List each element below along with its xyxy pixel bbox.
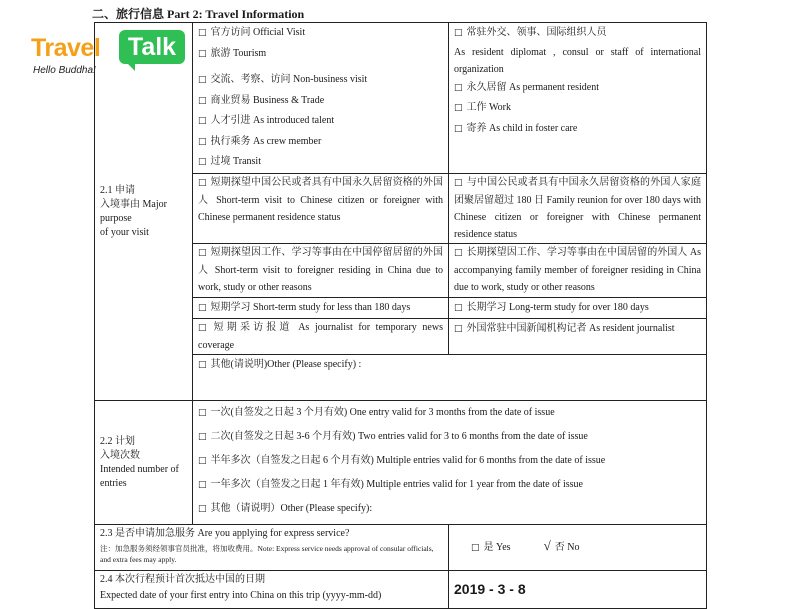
checkbox[interactable]: □ bbox=[198, 157, 207, 167]
purpose-short-visit-chinese-cell[interactable]: □ 短期探望中国公民或者具有中国永久居留资格的外国人 Short-term visit to Chinese citizen or foreigner with Chinese permanent residence status bbox=[193, 173, 449, 243]
purpose-option-foster[interactable]: □ 寄养 As child in foster care bbox=[454, 122, 578, 134]
purpose-option-diplomat-en: As resident diplomat , consul or staff of international organization bbox=[454, 46, 701, 75]
checkmark[interactable]: √ bbox=[543, 538, 551, 554]
entry-date-question-zh: 2.4 本次行程预计首次抵达中国的日期 bbox=[100, 574, 265, 585]
entries-option-other[interactable]: □ 其他（请说明）Other (Please specify): bbox=[198, 503, 373, 514]
checkbox[interactable]: □ bbox=[198, 247, 207, 258]
express-note: 注：加急服务须经领事官员批准，将加收费用。Note: Express service needs approval of consular officials, and extra fees may apply. bbox=[100, 544, 434, 564]
purpose-option-talent[interactable]: □ 人才引进 As introduced talent bbox=[198, 115, 335, 126]
checkbox[interactable]: □ bbox=[454, 302, 463, 313]
express-no-option[interactable]: √ 否 No bbox=[543, 538, 580, 554]
checkbox[interactable]: □ bbox=[198, 116, 207, 126]
purpose-label-zh: 入境事由 Major bbox=[100, 198, 167, 210]
purpose-option-crew[interactable]: □ 执行乘务 As crew member bbox=[198, 135, 322, 147]
entries-label-zh: 入境次数 bbox=[100, 449, 140, 461]
purpose-resident-journalist-cell[interactable]: □ 外国常驻中国新闻机构记者 As resident journalist bbox=[449, 319, 707, 355]
entry-date-question-en: Expected date of your first entry into China on this trip (yyyy-mm-dd) bbox=[100, 590, 382, 601]
checkbox[interactable]: □ bbox=[198, 504, 207, 514]
entries-label-cell bbox=[95, 401, 193, 525]
purpose-label-cell bbox=[95, 23, 193, 401]
logo-tagline: Hello Buddha! bbox=[33, 65, 96, 76]
entries-option-half-year[interactable]: □ 半年多次（自签发之日起 6 个月有效) Multiple entries valid for 6 months from the date of issue bbox=[198, 455, 606, 466]
checkbox[interactable]: □ bbox=[454, 103, 463, 113]
logo-speech-bubble: Talk bbox=[119, 30, 185, 64]
checkbox[interactable]: □ bbox=[454, 28, 463, 38]
purpose-option-work[interactable]: □ 工作 Work bbox=[454, 102, 511, 113]
checkbox[interactable]: □ bbox=[454, 82, 463, 93]
checkbox[interactable]: □ bbox=[454, 177, 463, 188]
entries-label-en: Intended number of entries bbox=[100, 463, 179, 489]
purpose-family-reunion-cell[interactable]: □ 与中国公民或者具有中国永久居留资格的外国人家庭团聚居留超过 180 日 Family reunion for over 180 days with Chinese citizen or foreigner with Chinese permanent residence status bbox=[449, 173, 707, 243]
express-yes-option[interactable]: □ 是 Yes bbox=[471, 542, 511, 554]
entries-label-num: 2.2 计划 bbox=[100, 435, 135, 447]
checkbox[interactable]: □ bbox=[198, 323, 210, 333]
checkbox[interactable]: □ bbox=[454, 123, 463, 134]
checkbox[interactable]: □ bbox=[198, 480, 207, 490]
checkbox[interactable]: □ bbox=[198, 360, 207, 370]
entry-date-value[interactable]: 2019 - 3 - 8 bbox=[454, 581, 526, 597]
checkbox[interactable]: □ bbox=[198, 136, 207, 147]
checkbox[interactable]: □ bbox=[454, 247, 463, 258]
purpose-label-num: 2.1 申请 bbox=[100, 184, 135, 196]
express-question: 2.3 是否申请加急服务 Are you applying for express service? bbox=[100, 528, 350, 539]
checkbox[interactable]: □ bbox=[198, 48, 207, 59]
entries-option-one[interactable]: □ 一次(自签发之日起 3 个月有效) One entry valid for 3 months from the date of issue bbox=[198, 407, 555, 418]
purpose-short-visit-foreigner-cell[interactable]: □ 短期探望因工作、学习等事由在中国停留居留的外国人 Short-term visit to foreigner residing in China due to work, study or other reasons bbox=[193, 243, 449, 297]
express-question-cell bbox=[95, 525, 449, 571]
logo-word-travel: Travel bbox=[31, 34, 101, 62]
checkbox[interactable]: □ bbox=[198, 75, 207, 85]
entries-option-one-year[interactable]: □ 一年多次（自签发之日起 1 年有效) Multiple entries valid for 1 year from the date of issue bbox=[198, 479, 583, 490]
purpose-option-transit[interactable]: □ 过境 Transit bbox=[198, 156, 261, 167]
page-title: 二、旅行信息 Part 2: Travel Information bbox=[92, 7, 305, 21]
purpose-right-top-cell bbox=[449, 23, 707, 174]
checkbox[interactable]: □ bbox=[198, 302, 207, 313]
checkbox[interactable]: □ bbox=[198, 456, 207, 466]
purpose-long-study-cell[interactable]: □ 长期学习 Long-term study for over 180 days bbox=[449, 297, 707, 319]
express-answer-cell bbox=[449, 525, 707, 571]
purpose-option-permanent[interactable]: □ 永久居留 As permanent resident bbox=[454, 81, 599, 93]
checkbox[interactable]: □ bbox=[198, 28, 207, 38]
purpose-option-tourism[interactable]: □ 旅游 Tourism bbox=[198, 47, 267, 59]
purpose-short-journalist-cell[interactable]: □ 短期采访报道 As journalist for temporary news coverage bbox=[193, 319, 449, 355]
purpose-option-business[interactable]: □ 商业贸易 Business & Trade bbox=[198, 94, 325, 106]
purpose-short-study-cell[interactable]: □ 短期学习 Short-term study for less than 180 days bbox=[193, 297, 449, 319]
entries-option-two[interactable]: □ 二次(自签发之日起 3-6 个月有效) Two entries valid for 3 to 6 months from the date of issue bbox=[198, 431, 588, 442]
checkbox[interactable]: □ bbox=[471, 543, 480, 554]
checkbox[interactable]: □ bbox=[198, 177, 207, 188]
purpose-long-accompany-cell[interactable]: □ 长期探望因工作、学习等事由在中国居留的外国人 As accompanying family member of foreigner residing in China due to work, study or other reasons bbox=[449, 243, 707, 297]
travel-info-form bbox=[94, 22, 707, 609]
purpose-option-official[interactable]: □ 官方访问 Official Visit bbox=[198, 27, 306, 38]
checkbox[interactable]: □ bbox=[198, 432, 207, 442]
purpose-label-en1: purpose bbox=[100, 212, 132, 224]
entry-date-question-cell bbox=[95, 571, 449, 609]
checkbox[interactable]: □ bbox=[198, 95, 207, 106]
checkbox[interactable]: □ bbox=[454, 324, 463, 334]
purpose-left-top-cell bbox=[193, 23, 449, 174]
purpose-other-cell[interactable]: □ 其他(请说明)Other (Please specify) : bbox=[193, 355, 707, 401]
entries-options-cell bbox=[193, 401, 707, 525]
entry-date-answer-cell[interactable] bbox=[449, 571, 707, 609]
purpose-label-en2: of your visit bbox=[100, 226, 149, 238]
purpose-option-diplomat-zh[interactable]: □ 常驻外交、领事、国际组织人员 bbox=[454, 27, 607, 38]
purpose-option-non-business[interactable]: □ 交流、考察、访问 Non-business visit bbox=[198, 74, 368, 85]
checkbox[interactable]: □ bbox=[198, 408, 207, 418]
